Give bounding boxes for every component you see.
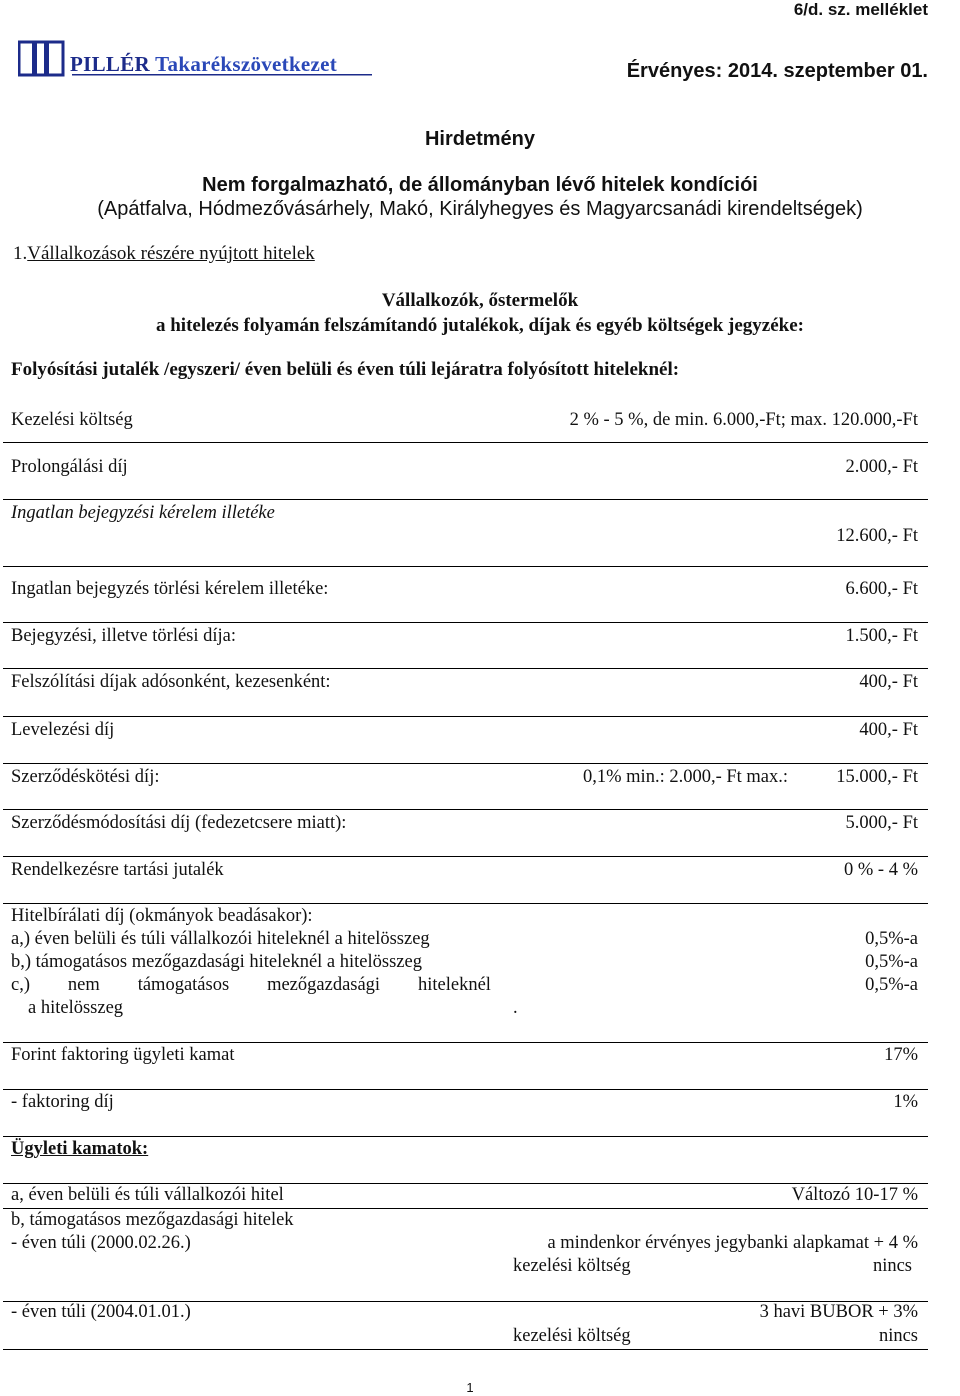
interest-fee-value: nincs (878, 1326, 918, 1346)
fee-value: 12.600,- Ft (836, 526, 918, 546)
interest-row-b2 (3, 1301, 928, 1350)
interest-label: - éven túli (2000.02.26.) (11, 1233, 191, 1253)
interest-label: a, éven belüli és túli vállalkozói hitel (11, 1185, 284, 1205)
fee-sub-a-value: 0,5%-a (865, 929, 918, 949)
interest-value: 3 havi BUBOR + 3% (759, 1302, 918, 1322)
interest-value: a mindenkor érvényes jegybanki alapkamat + 4 % (547, 1233, 918, 1253)
fee-label: Ingatlan bejegyzési kérelem illetéke (11, 503, 275, 523)
interest-row-a (3, 1183, 928, 1209)
fee-sub-c-word: hiteleknél (418, 975, 491, 995)
fee-row-levelezesi (3, 716, 928, 764)
fee-row-bejegyzesi (3, 622, 928, 669)
fee-value: 1% (893, 1092, 918, 1112)
section-number: 1. (13, 243, 28, 264)
fee-sub-c-word: nem (67, 975, 100, 995)
interest-value: Változó 10-17 % (791, 1185, 918, 1205)
section-heading (13, 243, 315, 265)
page-number: 1 (466, 1380, 474, 1395)
section-title: Vállalkozások részére nyújtott hitelek (27, 243, 315, 264)
fee-row-prolongalas (3, 442, 928, 500)
logo-text (70, 52, 337, 77)
fee-row-torles (3, 566, 928, 623)
interest-label: - éven túli (2004.01.01.) (11, 1302, 191, 1322)
fee-row-faktoring-dij (3, 1089, 928, 1137)
fee-row-faktoring-kamat (3, 1042, 928, 1090)
disbursement-heading: Folyósítási jutalék /egyszeri/ éven belüli és éven túli lejáratra folyósított hiteleknél: (11, 359, 680, 380)
fee-sub-c-word: c,) (11, 975, 30, 995)
interest-label: b, támogatásos mezőgazdasági hitelek (11, 1210, 294, 1230)
fee-range: 0,1% min.: 2.000,- Ft max.: (583, 767, 789, 787)
interest-heading-row (3, 1136, 928, 1184)
fee-value: 400,- Ft (859, 672, 918, 692)
interest-fee-value: nincs (872, 1256, 912, 1276)
fee-sub-a: a,) éven belüli és túli vállalkozói hiteleknél a hitelösszeg (11, 929, 430, 949)
interest-row-b (3, 1208, 928, 1233)
validity-date: Érvényes: 2014. szeptember 01. (626, 60, 928, 82)
fee-value: 15.000,- Ft (836, 767, 918, 787)
branches-list: (Apátfalva, Hódmezővásárhely, Makó, Királyhegyes és Magyarcsanádi kirendeltségek) (97, 198, 863, 220)
document-subtitle: Nem forgalmazható, de állományban lévő hitelek kondíciói (202, 174, 758, 196)
interest-title: Ügyleti kamatok: (11, 1139, 149, 1159)
fee-sub-c-continued: a hitelösszeg (28, 998, 124, 1018)
fee-label: Szerződéskötési díj: (11, 767, 160, 787)
fee-row-szerzodeskotesi (3, 763, 928, 810)
fee-label: Szerződésmódosítási díj (fedezetcsere miatt): (11, 813, 347, 833)
fee-value: 6.600,- Ft (845, 579, 918, 599)
fee-value: 5.000,- Ft (845, 813, 918, 833)
fee-sub-c-value: 0,5%-a (865, 975, 918, 995)
fee-sub-c-word: mezőgazdasági (267, 975, 381, 995)
fee-dot: . (513, 998, 518, 1018)
fee-label: Ingatlan bejegyzés törlési kérelem illetéke: (11, 579, 329, 599)
fee-label: Hitelbírálati díj (okmányok beadásakor): (11, 906, 313, 926)
fee-row-hitelbiralati (3, 903, 928, 1043)
fee-value: 400,- Ft (859, 720, 918, 740)
fee-label: Rendelkezésre tartási jutalék (11, 860, 224, 880)
fee-row-kezelesi (3, 400, 928, 443)
fee-list-heading: Vállalkozók, őstermelők (381, 290, 579, 311)
interest-fee-label: kezelési költség (513, 1256, 631, 1276)
fee-row-szerzodesmodositasi (3, 809, 928, 857)
fee-sub-b: b,) támogatásos mezőgazdasági hiteleknél a hitelösszeg (11, 952, 422, 972)
fee-sub-b-value: 0,5%-a (865, 952, 918, 972)
annex-number: 6/d. sz. melléklet (793, 0, 928, 19)
fee-sub-c-word: támogatásos (137, 975, 230, 995)
fee-row-rendelkezesre (3, 856, 928, 904)
fee-value: 2 % - 5 %, de min. 6.000,-Ft; max. 120.000,-Ft (569, 410, 918, 430)
fee-sub-c (11, 975, 491, 996)
fee-list-subheading: a hitelezés folyamán felszámítandó jutalékok, díjak és egyéb költségek jegyzéke: (155, 315, 805, 336)
fee-label: Bejegyzési, illetve törlési díja: (11, 626, 237, 646)
logo-subtitle: Takarékszövetkezet (155, 52, 338, 76)
fee-label: Kezelési költség (11, 410, 133, 430)
fee-label: Prolongálási díj (11, 457, 128, 477)
fee-label: Forint faktoring ügyleti kamat (11, 1045, 235, 1065)
logo-name: PILLÉR (70, 52, 150, 76)
fee-row-ingatlan (3, 499, 928, 567)
fee-label: - faktoring díj (11, 1092, 114, 1112)
fee-label: Levelezési díj (11, 720, 115, 740)
fee-value: 0 % - 4 % (844, 860, 918, 880)
fee-value: 17% (884, 1045, 918, 1065)
fee-label: Felszólítási díjak adósonként, kezesenként: (11, 672, 331, 692)
announcement-title: Hirdetmény (424, 128, 536, 150)
fee-value: 1.500,- Ft (845, 626, 918, 646)
fee-row-felszolitasi (3, 668, 928, 717)
fee-value: 2.000,- Ft (845, 457, 918, 477)
interest-fee-label: kezelési költség (513, 1326, 631, 1346)
interest-row-b1 (3, 1233, 928, 1302)
